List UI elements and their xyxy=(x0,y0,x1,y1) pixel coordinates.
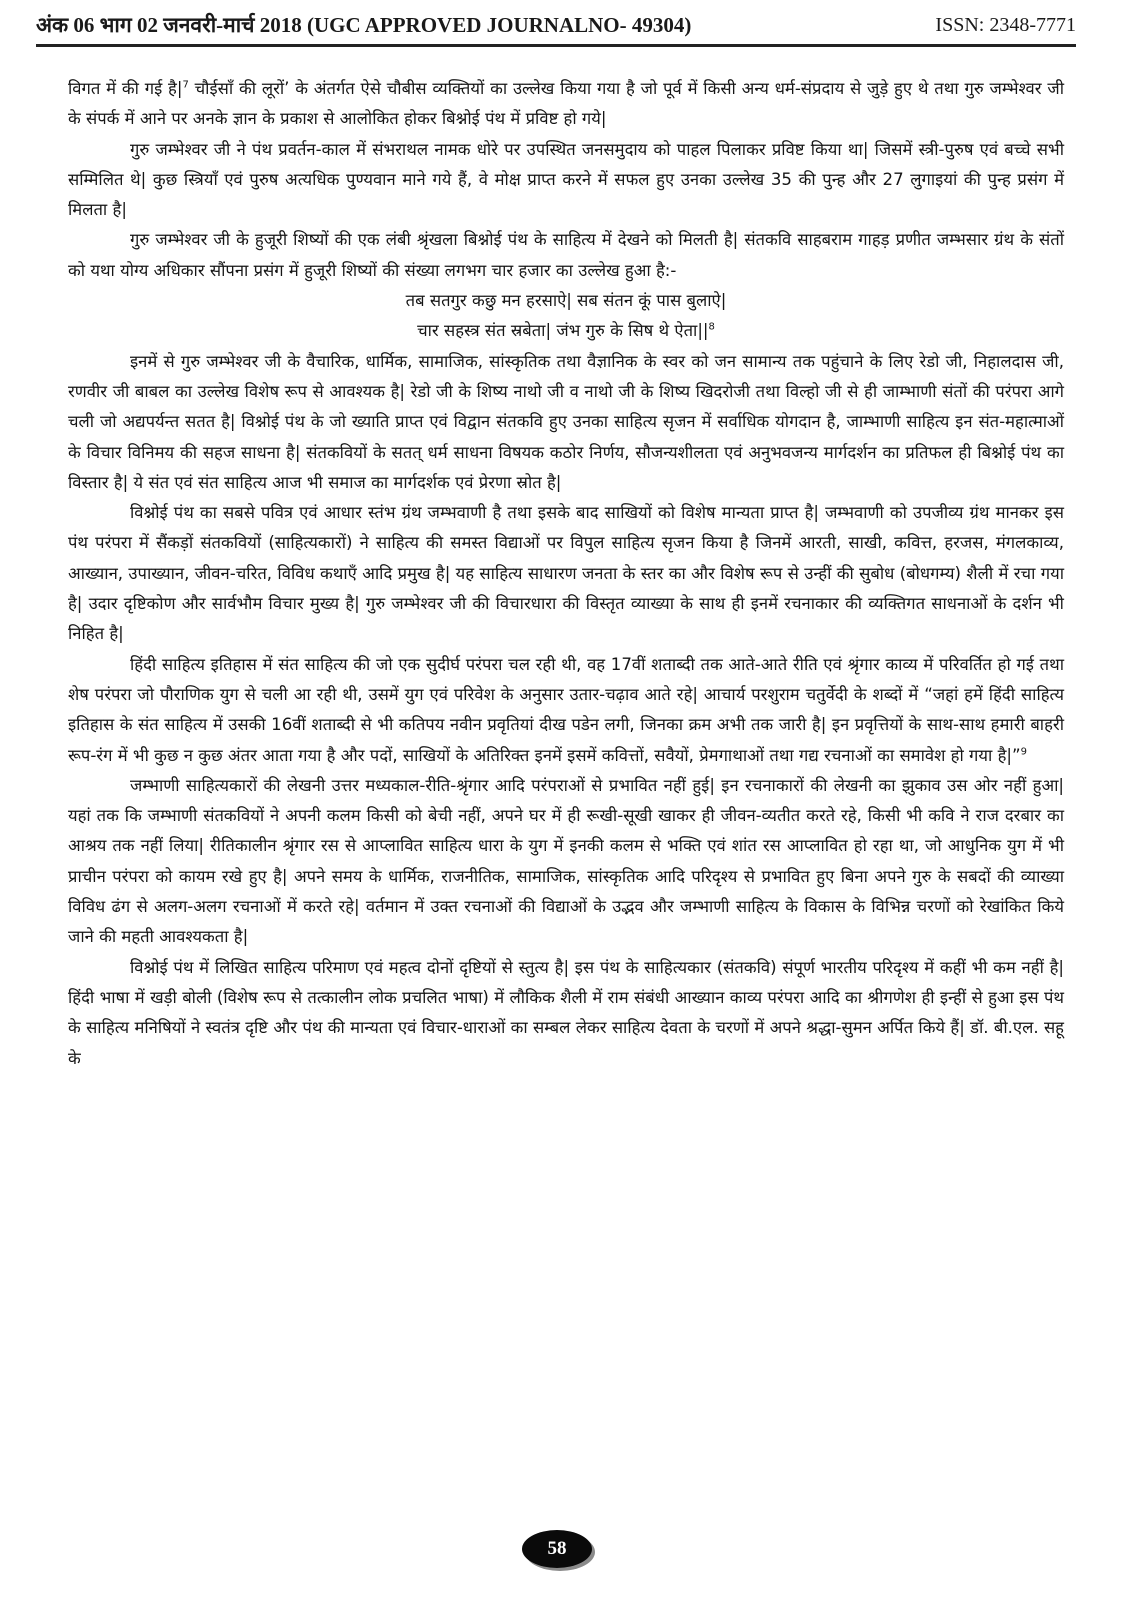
paragraph-5: विश्नोई पंथ का सबसे पवित्र एवं आधार स्तंभ ग्रंथ जम्भवाणी है तथा इसके बाद साखियों को विशेष मान्यता प्राप्त है| जम्भवाणी को उपजीव्य ग्रंथ मानकर इस पंथ परंपरा में सैंकड़ों संतकवियों (साहित्यकारों) ने साहित्य की समस्त विद्याओं पर विपुल साहित्य सृजन किया है जिनमें आरती, साखी, कवित्त, हरजस, मंगलकाव्य, आख्यान, उपाख्यान, जीवन-चरित, विविध कथाएँ आदि प्रमुख है| यह साहित्य साधारण जनता के स्तर का और विशेष रूप से उन्हीं की सुबोध (बोधगम्य) शैली में रचा गया है| उदार दृष्टिकोण और सार्वभौम विचार मुख्य है| गुरु जम्भेश्वर जी की विचारधारा की विस्तृत व्याख्या के साथ ही इनमें रचनाकार की व्यक्तिगत साधनाओं के दर्शन भी निहित है| xyxy=(68,503,1064,644)
footnote-ref-8: 8 xyxy=(708,321,715,333)
paragraph-3: गुरु जम्भेश्वर जी के हुजूरी शिष्यों की एक लंबी श्रृंखला बिश्नोई पंथ के साहित्य में देखने को मिलती है| संतकवि साहबराम गाहड़ प्रणीत जम्भसार ग्रंथ के संतों को यथा योग्य अधिकार सौंपना प्रसंग में हुजूरी शिष्यों की संख्या लगभग चार हजार का उल्लेख हुआ है:- xyxy=(68,230,1064,280)
verse-line-2: चार सहस्त्र संत स्रबेता| जंभ गुरु के सिष थे $ऐता||^8$ xyxy=(417,321,715,341)
footnote-ref-9: 9 xyxy=(1020,746,1027,757)
paragraph-1: विगत में की गई $है|^7$ चौईसाँ की लूरों’ के अंतर्गत ऐसे चौबीस व्यक्तियों का उल्लेख किया गया है जो पूर्व में किसी अन्य धर्म-संप्रदाय से जुड़े हुए थे तथा गुरु जम्भेश्वर जी के संपर्क में आने पर अनके ज्ञान के प्रकाश से आलोकित होकर बिश्नोई पंथ में प्रविष्ट हो गये| xyxy=(68,79,1064,129)
page-number: 58 xyxy=(547,1538,567,1559)
article-body xyxy=(68,74,1064,1074)
page-number-badge xyxy=(522,1530,592,1568)
paragraph-4: इनमें से गुरु जम्भेश्वर जी के वैचारिक, धार्मिक, सामाजिक, सांस्कृतिक तथा वैज्ञानिक के स्वर को जन सामान्य तक पहुंचाने के लिए रेडो जी, निहालदास जी, रणवीर जी बाबल का उल्लेख विशेष रूप से आवश्यक है| रेडो जी के शिष्य नाथो जी व नाथो जी के शिष्य खिदरोजी तथा विल्हो जी से ही जाम्भाणी संतों की परंपरा आगे चली जो अद्यपर्यन्त सतत है| विश्नोई पंथ के जो ख्याति प्राप्त एवं विद्वान संतकवि हुए उनका साहित्य सृजन में सर्वाधिक योगदान है, जाम्भाणी साहित्य इन संत-महात्माओं के विचार विनिमय की सहज साधना है| संतकवियों के सतत् धर्म साधना विषयक कठोर निर्णय, सौजन्यशीलता एवं अनुभवजन्य मार्गदर्शन का प्रतिफल ही बिश्नोई पंथ का विस्तार है| ये संत एवं संत साहित्य आज भी समाज का मार्गदर्शक एवं प्रेरणा स्रोत है| xyxy=(68,351,1064,492)
journal-header-title: अंक 06 भाग 02 जनवरी-मार्च 2018 (UGC APPROVED JOURNALNO- 49304) xyxy=(36,13,692,37)
paragraph-8: विश्नोई पंथ में लिखित साहित्य परिमाण एवं महत्व दोनों दृष्टियों से स्तुत्य है| इस पंथ के साहित्यकार (संतकवि) संपूर्ण भारतीय परिदृश्य में कहीं भी कम नहीं है| हिंदी भाषा में खड़ी बोली (विशेष रूप से तत्कालीन लोक प्रचलित भाषा) में लौकिक शैली में राम संबंधी आख्यान काव्य परंपरा आदि का श्रीगणेश ही इन्हीं से हुआ इस पंथ के साहित्य मनिषियों ने स्वतंत्र दृष्टि और पंथ की मान्यता एवं विचार-धाराओं का सम्बल लेकर साहित्य देवता के चरणों में अपने श्रद्धा-सुमन अर्पित किये हैं| डॉ. बी.एल. सहू के xyxy=(68,957,1064,1068)
paragraph-6: हिंदी साहित्य इतिहास में संत साहित्य की जो एक सुदीर्घ परंपरा चल रही थी, वह 17वीं शताब्दी तक आते-आते रीति एवं श्रृंगार काव्य में परिवर्तित हो गई तथा शेष परंपरा जो पौराणिक युग से चली आ रही थी, उसमें युग एवं परिवेश के अनुसार उतार-चढ़ाव आते रहे| आचार्य परशुराम चतुर्वेदी के शब्दों में “जहां हमें हिंदी साहित्य इतिहास के संत साहित्य में उसकी 16वीं शताब्दी से भी कतिपय नवीन प्रवृतियां दीख पडेन लगी, जिनका क्रम अभी तक जारी है| इन प्रवृत्तियों के साथ-साथ हमारी बाहरी रूप-रंग में भी कुछ न कुछ अंतर आता गया है और पदों, साखियों के अतिरिक्त इनमें इसमें कवित्तों, सवैयों, प्रेमगाथाओं तथा गद्य रचनाओं का समावेश हो गया है|”$^9$ xyxy=(68,654,1064,765)
footnote-ref-7: 7 xyxy=(182,79,189,91)
header-rule xyxy=(36,44,1076,47)
journal-header xyxy=(36,8,1076,42)
paragraph-2: गुरु जम्भेश्वर जी ने पंथ प्रवर्तन-काल में संभराथल नामक धोरे पर उपस्थित जनसमुदाय को पाहल पिलाकर प्रविष्ट किया था| जिसमें स्त्री-पुरुष एवं बच्चे सभी सम्मिलित थे| कुछ स्त्रियाँ एवं पुरुष अत्यधिक पुण्यवान माने गये हैं, वे मोक्ष प्राप्त करने में सफल हुए उनका उल्लेख 35 की पुन्ह और 27 लुगाइयां की पुन्ह प्रसंग में मिलता है| xyxy=(68,139,1064,220)
journal-issn: ISSN: 2348-7771 xyxy=(935,13,1076,36)
paragraph-7: जम्भाणी साहित्यकारों की लेखनी उत्तर मध्यकाल-रीति-श्रृंगार आदि परंपराओं से प्रभावित नहीं हुई| इन रचनाकारों की लेखनी का झुकाव उस ओर नहीं हुआ| यहां तक कि जम्भाणी संतकवियों ने अपनी कलम किसी को बेची नहीं, अपने घर में ही रूखी-सूखी खाकर ही जीवन-व्यतीत करते रहे, किसी भी कवि ने राज दरबार का आश्रय तक नहीं लिया| रीतिकालीन श्रृंगार रस से आप्लावित साहित्य धारा के युग में इनकी कलम से भक्ति एवं शांत रस आप्लावित हो रहा था, जो आधुनिक युग में भी प्राचीन परंपरा को कायम रखे हुए है| अपने समय के धार्मिक, राजनीतिक, सामाजिक, सांस्कृतिक आदि परिदृश्य से प्रभावित हुए बिना अपने गुरु के सबदों की व्याख्या विविध ढंग से अलग-अलग रचनाओं में करते रहे| वर्तमान में उक्त रचनाओं की विद्याओं के उद्भव और जम्भाणी साहित्य के विकास के विभिन्न चरणों को रेखांकित किये जाने की महती आवश्यकता है| xyxy=(68,775,1064,947)
verse-line-1: तब सतगुर कछु मन हरसाऐ| सब संतन कूं पास बुलाऐ| xyxy=(405,291,727,311)
